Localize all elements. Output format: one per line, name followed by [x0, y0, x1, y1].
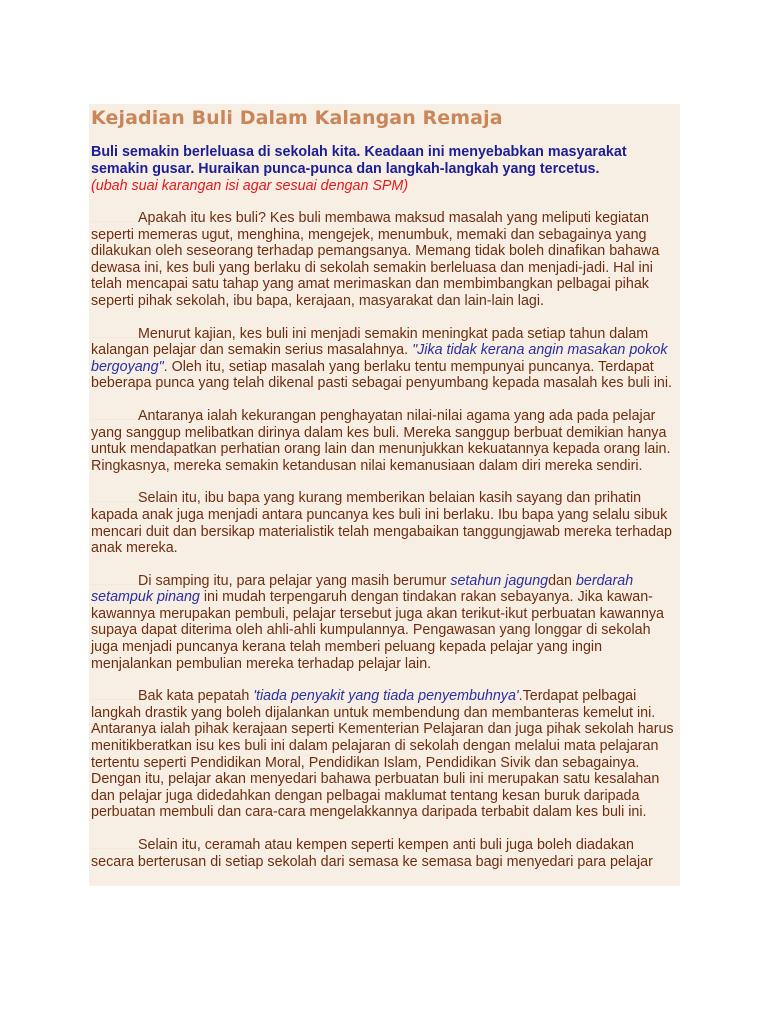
proverb-quote: 'tiada penyakit yang tiada penyembuhnya': [253, 688, 519, 705]
paragraph-text: Selain itu, ceramah atau kempen seperti kempen anti buli juga boleh diadakan secara berterusan di setiap sekolah dari semasa ke semasa bagi menyedari para pelajar: [91, 837, 653, 870]
paragraph-text: Apakah itu kes buli? Kes buli membawa maksud masalah yang meliputi kegiatan seperti memeras ugut, menghina, mengejek, menumbuk, memaki dan sebagainya yang dilakukan oleh seseorang terhadap pemangsanya. Memang tidak boleh dinafikan bahawa dewasa ini, kes buli yang berlaku di sekolah semakin berleluasa dan menjadi-jadi. Hal ini telah mencapai satu tahap yang amat merimaskan dan membimbangkan pelbagai pihak seperti pihak sekolah, ibu bapa, kerajaan, masyarakat dan lain-lain lagi.: [91, 210, 660, 309]
paragraph-indent: [91, 698, 138, 700]
paragraph-indent: [91, 500, 138, 502]
paragraph-text: Menurut kajian, kes buli ini menjadi semakin meningkat pada setiap tahun dalam kalangan pelajar dan semakin serius masalahnya.: [91, 325, 649, 359]
paragraph-text: dan: [548, 572, 576, 589]
paragraph-text: Bak kata pepatah: [138, 688, 254, 705]
essay-question: Buli semakin berleluasa di sekolah kita. Keadaan ini menyebabkan masyarakat semakin gusar. Huraikan punca-punca dan langkah-langkah yang tercetus.: [91, 144, 627, 177]
idiom-quote: berdarah setampuk pinang: [91, 572, 634, 606]
idiom-quote: setahun jagung: [450, 572, 549, 589]
paragraph-indent: [91, 336, 138, 338]
paragraph-indent: [91, 583, 138, 585]
paragraph-7: [91, 837, 677, 870]
paragraph-3: [91, 408, 677, 474]
paragraph-indent: [91, 418, 138, 420]
paragraph-2: [91, 326, 677, 392]
proverb-quote: "Jika tidak kerana angin masakan pokok bergoyang": [91, 342, 668, 375]
paragraph-text: Selain itu, ibu bapa yang kurang memberikan belaian kasih sayang dan prihatin kapada anak juga menjadi antara puncanya kes buli ini berlaku. Ibu bapa yang selalu sibuk mencari duit dan bersikap materialistik telah mengabaikan tanggungjawab mereka terhadap anak mereka.: [91, 490, 672, 557]
paragraph-text: . Oleh itu, setiap masalah yang berlaku tentu mempunyai puncanya. Terdapat beberapa punca yang telah dikenal pasti sebagai penyumbang kepada masalah kes buli ini.: [91, 358, 673, 392]
paragraph-text: ini mudah terpengaruh dengan tindakan rakan sebayanya. Jika kawan-kawannya merupakan pembuli, pelajar tersebut juga akan terikut-ikut perbuatan kawannya supaya dapat diterima oleh ahli-ahli kumpulannya. Pengawasan yang longgar di sekolah juga menjadi puncanya kerana telah memberi peluang kepada pelajar yang ingin menjalankan pembulian mereka terhadap pelajar lain.: [91, 589, 665, 672]
paragraph-text: .Terdapat pelbagai langkah drastik yang boleh dijalankan untuk membendung dan membanteras kemelut ini. Antaranya ialah pihak kerajaan seperti Kementerian Pelajaran dan juga pihak sekolah harus menitikberatkan isu kes buli ini dalam pelajaran di sekolah dengan melalui mata pelajaran tertentu seperti Pendidikan Moral, Pendidikan Islam, Pendidikan Sivik dan sebagainya. Dengan itu, pelajar akan menyedari bahawa perbuatan buli ini merupakan satu kesalahan dan pelajar juga didedahkan dengan pelbagai maklumat tentang kesan buruk daripada perbuatan membuli dan cara-cara mengelakkannya daripada terbabit dalam kes buli ini.: [91, 688, 674, 821]
essay-title: Kejadian Buli Dalam Kalangan Remaja: [91, 107, 503, 129]
paragraph-indent: [91, 847, 138, 849]
paragraph-text: Antaranya ialah kekurangan penghayatan nilai-nilai agama yang ada pada pelajar yang sanggup melibatkan dirinya dalam kes buli. Mereka sanggup berbuat demikian hanya untuk mendapatkan perhatian orang lain dan menunjukkan kekuatannya kepada orang lain. Ringkasnya, mereka semakin ketandusan nilai kemanusiaan dalam diri mereka sendiri.: [91, 407, 671, 474]
paragraph-text: Di samping itu, para pelajar yang masih berumur: [138, 572, 451, 589]
essay-panel: [89, 104, 680, 886]
paragraph-indent: [91, 220, 138, 222]
essay-note: (ubah suai karangan isi agar sesuai dengan SPM): [91, 178, 409, 194]
paragraph-5: [91, 573, 677, 673]
paragraph-1: [91, 210, 677, 310]
paragraph-4: [91, 490, 677, 556]
paragraph-6: [91, 688, 677, 821]
